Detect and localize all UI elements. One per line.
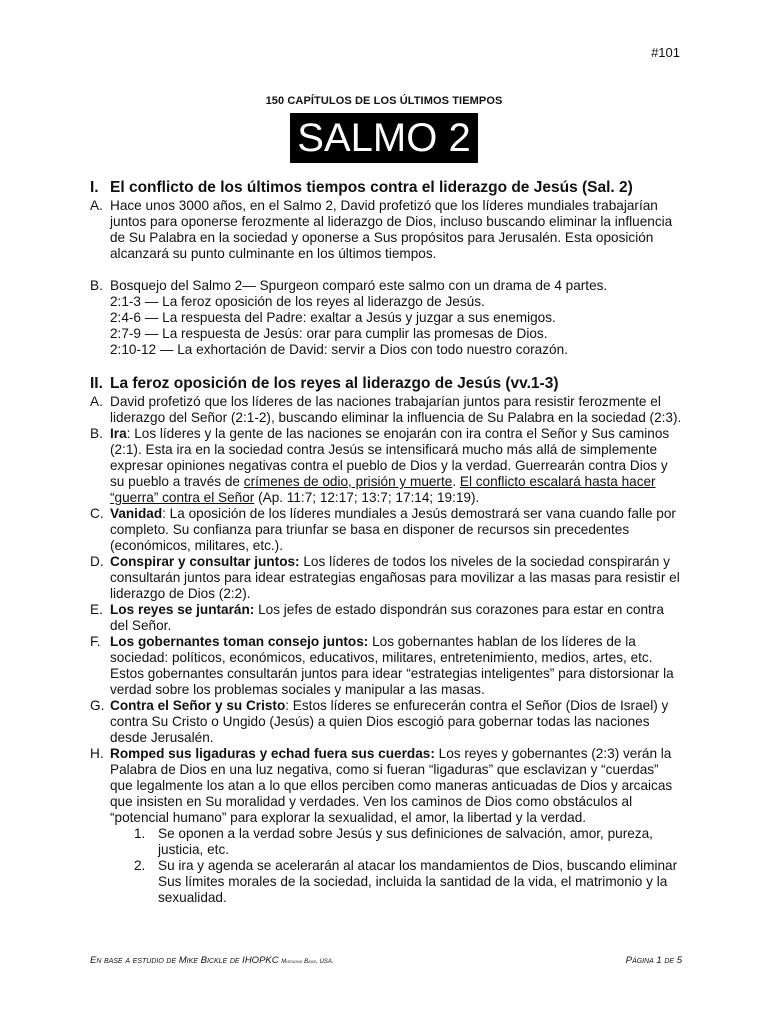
item-text: : Los líderes y la gente de las naciones se enojarán con ira contra el Señor y Sus caminos (2:1). Esta ira en la sociedad contra Jesús se intensificará mucho más allá de simplemente expresar opiniones negativas contra el pueblo de Dios y la verdad. Guerrearán contra Dios y su pueblo a través de (110, 426, 670, 489)
page-footer (90, 955, 682, 966)
item-text: Los líderes de todos los niveles de la sociedad conspirarán y consultarán juntos para idear estrategias engañosas para movilizar a las masas para resistir el liderazgo de Dios (2:2). (110, 554, 680, 601)
item-label: A. (90, 394, 103, 409)
section-2-item-b (90, 426, 682, 506)
section-1-heading-text: El conflicto de los últimos tiempos contra el liderazgo de Jesús (Sal. 2) (110, 179, 633, 196)
outline-line: 2:1-3 — La feroz oposición de los reyes al liderazgo de Jesús. (110, 294, 485, 309)
item-label: A. (90, 198, 103, 213)
point-text: Se oponen a la verdad sobre Jesús y sus definiciones de salvación, amor, pureza, justicia, etc. (158, 826, 653, 857)
section-2-number: II. (90, 375, 103, 392)
list-item (90, 858, 682, 906)
item-term: Ira (110, 426, 127, 441)
item-term: Los gobernantes toman consejo juntos: (110, 634, 369, 649)
item-text: Bosquejo del Salmo 2— Spurgeon comparó este salmo con un drama de 4 partes. (110, 278, 608, 293)
item-term: Contra el Señor y su Cristo (110, 698, 286, 713)
document-body (90, 178, 682, 906)
section-1-item-b (90, 278, 682, 358)
item-label: F. (90, 634, 101, 649)
document-number: #101 (651, 45, 680, 60)
item-text: Hace unos 3000 años, en el Salmo 2, David profetizó que los líderes mundiales trabajarían juntos para oponerse ferozmente al liderazgo de Dios, incluso buscando eliminar la influencia de Su Palabra en la sociedad y oponerse a Sus propósitos para Jerusalén. Esta oposición alcanzará su punto culminante en los últimos tiempos. (110, 198, 673, 261)
item-label: B. (90, 278, 103, 293)
section-2-item-g (90, 698, 682, 746)
item-label: E. (90, 602, 103, 617)
item-label: D. (90, 554, 104, 569)
section-2-heading-text: La feroz oposición de los reyes al liderazgo de Jesús (vv.1-3) (110, 375, 559, 392)
point-number: 1. (134, 826, 146, 841)
item-label: G. (90, 698, 105, 713)
item-label: B. (90, 426, 103, 441)
section-2-item-c (90, 506, 682, 554)
underlined-text: crímenes de odio, prisión y muerte (243, 474, 453, 489)
item-term: Los reyes se juntarán: (110, 602, 255, 617)
section-2-item-d (90, 554, 682, 602)
item-text: . (452, 474, 460, 489)
section-1-item-a (90, 198, 682, 262)
list-item (90, 826, 682, 858)
item-text: David profetizó que los líderes de las naciones trabajarían juntos para resistir ferozmente el liderazgo del Señor (2:1-2), buscando eliminar la influencia de Su Palabra en la sociedad (2:3). (110, 394, 682, 425)
item-text: : La oposición de los líderes mundiales a Jesús demostrará ser vana cuando falle por completo. Su confianza para triunfar se basa en disponer de recursos sin precedentes (económicos, militares, etc.). (110, 506, 676, 553)
section-2-item-h-points (90, 826, 682, 906)
section-2-item-f (90, 634, 682, 698)
point-number: 2. (134, 858, 146, 873)
item-text: Los gobernantes hablan de los líderes de la sociedad: políticos, económicos, educativos, militares, entretenimiento, medios, artes, etc. Estos gobernantes consultarán juntos para idear “estrategias inteligentes” para distorsionar la verdad sobre los problemas sociales y manipular a las masas. (110, 634, 674, 697)
outline-line: 2:10-12 — La exhortación de David: servir a Dios con todo nuestro corazón. (110, 342, 568, 357)
section-2-item-h (90, 746, 682, 826)
item-text: Los jefes de estado dispondrán sus corazones para estar en contra del Señor. (110, 602, 664, 633)
outline-line: 2:7-9 — La respuesta de Jesús: orar para cumplir las promesas de Dios. (110, 326, 548, 341)
page-title: SALMO 2 (290, 113, 478, 163)
item-text: : Estos líderes se enfurecerán contra el Señor (Dios de Israel) y contra Su Cristo o Ungido (Jesús) a quien Dios escogió para gobernar todas las naciones desde Jerusalén. (110, 698, 669, 745)
section-2-item-a (90, 394, 682, 426)
section-1-number: I. (90, 179, 99, 196)
item-label: H. (90, 746, 104, 761)
item-term: Romped sus ligaduras y echad fuera sus cuerdas: (110, 746, 435, 761)
footer-attribution-small: Missions Base, USA. (281, 959, 334, 965)
underlined-text: El conflicto escalará hasta hacer “guerra” contra el Señor (110, 474, 656, 505)
footer-attribution: En base a estudio de Mike Bickle de IHOPKC (90, 955, 279, 966)
item-label: C. (90, 506, 104, 521)
series-title: 150 CAPÍTULOS DE LOS ÚLTIMOS TIEMPOS (265, 95, 503, 107)
item-term: Conspirar y consultar juntos: (110, 554, 300, 569)
item-term: Vanidad (110, 506, 163, 521)
outline-line: 2:4-6 — La respuesta del Padre: exaltar a Jesús y juzgar a sus enemigos. (110, 310, 556, 325)
section-2-heading (90, 374, 682, 393)
section-1-heading (90, 178, 682, 197)
section-2-item-e (90, 602, 682, 634)
item-text: Los reyes y gobernantes (2:3) verán la Palabra de Dios en una luz negativa, como si fueran “ligaduras” que esclavizan y “cuerdas” que legalmente los atan a lo que ellos perciben como maneras anticuadas de Dios y arcaicas que insisten en Su moralidad y verdades. Ven los caminos de Dios como obstáculos al “potencial humano” para explorar la sexualidad, el amor, la libertad y la verdad. (110, 746, 673, 825)
point-text: Su ira y agenda se acelerarán al atacar los mandamientos de Dios, buscando eliminar Sus límites morales de la sociedad, incluida la santidad de la vida, el matrimonio y la sexualidad. (158, 858, 678, 905)
footer-page-number: Página 1 de 5 (625, 955, 682, 966)
item-text: (Ap. 11:7; 12:17; 13:7; 17:14; 19:19). (254, 490, 480, 505)
